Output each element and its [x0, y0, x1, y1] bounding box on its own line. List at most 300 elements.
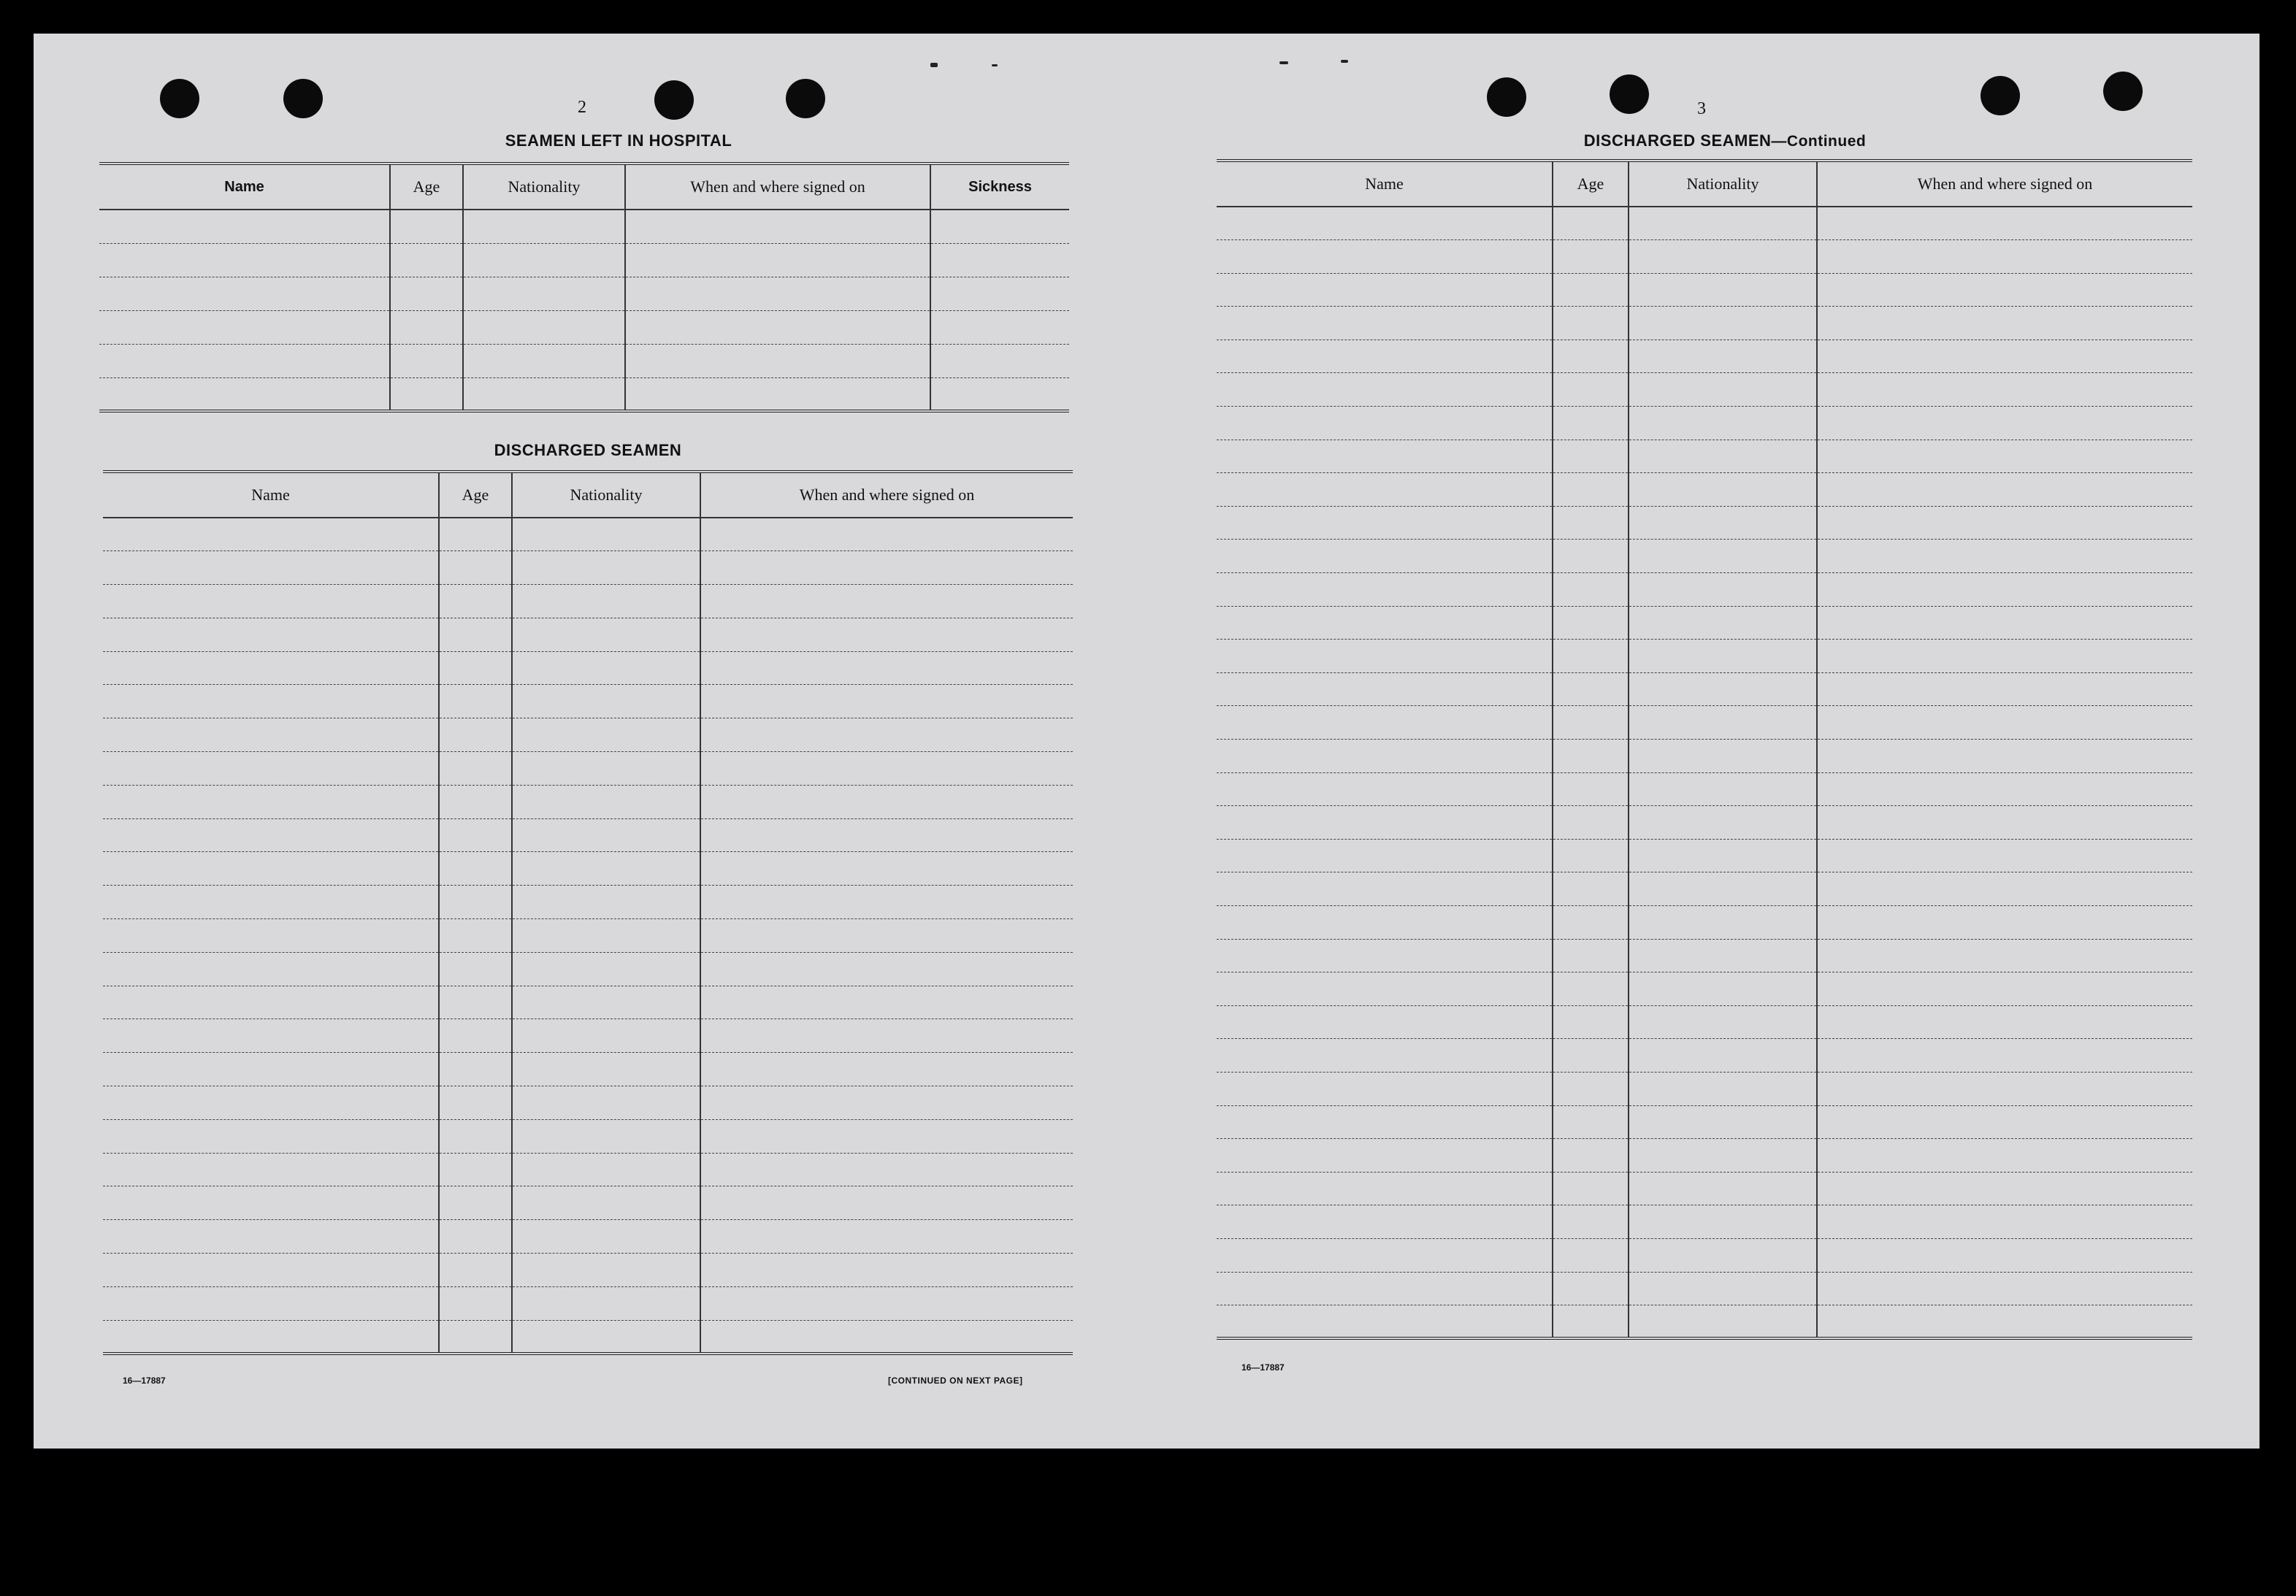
blank-cell [1817, 706, 2192, 740]
hospital-section-title: SEAMEN LEFT IN HOSPITAL [505, 131, 732, 150]
column-header-nationality: Nationality [512, 472, 700, 518]
blank-cell [1553, 473, 1629, 507]
blank-cell [1629, 905, 1817, 939]
blank-cell [1629, 606, 1817, 640]
column-header-signed-on: When and where signed on [625, 164, 930, 210]
blank-cell [1553, 872, 1629, 906]
blank-cell [1629, 1272, 1817, 1305]
blank-cell [1553, 672, 1629, 706]
blank-cell [1217, 1172, 1553, 1205]
blank-cell [1817, 1039, 2192, 1073]
blank-table-row [1217, 1105, 2192, 1139]
blank-table-row [1217, 273, 2192, 307]
blank-table-row [99, 377, 1069, 411]
blank-cell [930, 377, 1069, 411]
blank-cell [700, 785, 1073, 818]
blank-cell [1217, 540, 1553, 573]
ink-speck [992, 64, 998, 66]
blank-cell [103, 986, 439, 1019]
blank-cell [1629, 1139, 1817, 1173]
ink-speck [1341, 60, 1348, 63]
punch-hole [1610, 74, 1649, 114]
blank-table-row [99, 243, 1069, 277]
discharged-continued-title-text: DISCHARGED SEAMEN [1583, 131, 1772, 150]
blank-cell [1217, 1205, 1553, 1239]
blank-cell [1629, 473, 1817, 507]
blank-cell [463, 277, 625, 310]
blank-table-row [1217, 207, 2192, 240]
blank-cell [512, 1254, 700, 1287]
blank-cell [512, 1153, 700, 1186]
form-code-left: 16—17887 [123, 1376, 166, 1386]
blank-table-row [1217, 1305, 2192, 1339]
blank-cell [1817, 1305, 2192, 1339]
page-number-right: 3 [1697, 99, 1706, 118]
blank-cell [439, 1019, 512, 1053]
blank-cell [463, 243, 625, 277]
blank-cell [1217, 373, 1553, 407]
blank-cell [1217, 640, 1553, 673]
column-header-name: Name [1217, 161, 1553, 207]
blank-cell [1217, 806, 1553, 840]
blank-cell [1217, 905, 1553, 939]
blank-cell [1817, 839, 2192, 872]
blank-table-row [99, 310, 1069, 344]
blank-cell [700, 752, 1073, 786]
blank-cell [512, 1053, 700, 1086]
blank-cell [1817, 740, 2192, 773]
blank-cell [390, 243, 463, 277]
blank-cell [1217, 506, 1553, 540]
blank-table-row [103, 886, 1073, 919]
blank-cell [1629, 440, 1817, 473]
blank-cell [103, 585, 439, 618]
blank-cell [1553, 1005, 1629, 1039]
continued-suffix: —Continued [1771, 133, 1867, 150]
blank-cell [439, 1119, 512, 1153]
blank-cell [439, 1220, 512, 1254]
blank-cell [439, 718, 512, 752]
blank-cell [1553, 939, 1629, 972]
blank-cell [103, 886, 439, 919]
blank-cell [512, 685, 700, 718]
blank-cell [1553, 640, 1629, 673]
blank-cell [1217, 872, 1553, 906]
blank-cell [1629, 1005, 1817, 1039]
blank-table-row [1217, 473, 2192, 507]
blank-cell [1217, 706, 1553, 740]
blank-cell [439, 752, 512, 786]
blank-cell [1217, 740, 1553, 773]
blank-table-row [103, 1186, 1073, 1220]
blank-table-row [1217, 1272, 2192, 1305]
blank-cell [512, 986, 700, 1019]
blank-cell [439, 1053, 512, 1086]
blank-table-row [1217, 1205, 2192, 1239]
blank-table-row [1217, 1238, 2192, 1272]
blank-cell [930, 210, 1069, 243]
blank-table-row [1217, 740, 2192, 773]
blank-cell [99, 243, 390, 277]
punch-hole [1487, 77, 1526, 117]
blank-cell [103, 685, 439, 718]
blank-cell [1553, 1272, 1629, 1305]
blank-cell [1629, 740, 1817, 773]
blank-cell [103, 618, 439, 651]
blank-table-row [103, 1286, 1073, 1320]
blank-cell [103, 1220, 439, 1254]
blank-cell [439, 651, 512, 685]
blank-table-row [1217, 540, 2192, 573]
blank-cell [1817, 373, 2192, 407]
blank-cell [1817, 240, 2192, 274]
blank-cell [1553, 1139, 1629, 1173]
column-header-age: Age [439, 472, 512, 518]
blank-cell [1629, 1039, 1817, 1073]
blank-cell [1553, 273, 1629, 307]
blank-cell [390, 210, 463, 243]
blank-cell [1553, 1105, 1629, 1139]
blank-cell [512, 1220, 700, 1254]
blank-cell [1217, 1305, 1553, 1339]
blank-cell [1629, 706, 1817, 740]
blank-cell [512, 1086, 700, 1120]
blank-table-row [103, 685, 1073, 718]
blank-table-row [99, 344, 1069, 377]
blank-cell [700, 1053, 1073, 1086]
blank-cell [1217, 440, 1553, 473]
blank-table-row [1217, 373, 2192, 407]
blank-cell [512, 818, 700, 852]
blank-table-row [1217, 972, 2192, 1006]
blank-table-row [1217, 806, 2192, 840]
blank-cell [1217, 407, 1553, 440]
blank-cell [1217, 1139, 1553, 1173]
blank-cell [512, 518, 700, 551]
blank-table-row [103, 718, 1073, 752]
blank-cell [700, 1186, 1073, 1220]
blank-cell [1217, 672, 1553, 706]
blank-cell [1217, 772, 1553, 806]
blank-cell [439, 785, 512, 818]
blank-cell [439, 919, 512, 953]
blank-cell [1629, 772, 1817, 806]
blank-table-row [103, 585, 1073, 618]
punch-hole [2103, 72, 2143, 111]
blank-cell [700, 585, 1073, 618]
blank-cell [103, 551, 439, 585]
column-header-nationality: Nationality [463, 164, 625, 210]
blank-cell [1553, 1238, 1629, 1272]
blank-cell [1217, 207, 1553, 240]
blank-table-row [103, 1254, 1073, 1287]
blank-cell [390, 310, 463, 344]
blank-cell [1553, 972, 1629, 1006]
blank-cell [103, 752, 439, 786]
blank-cell [1817, 473, 2192, 507]
blank-cell [1817, 339, 2192, 373]
blank-cell [700, 1153, 1073, 1186]
blank-table-row [1217, 573, 2192, 607]
blank-cell [103, 1086, 439, 1120]
blank-cell [463, 377, 625, 411]
blank-cell [439, 1286, 512, 1320]
blank-cell [1817, 1139, 2192, 1173]
discharged-table [103, 470, 1073, 1355]
blank-cell [1817, 672, 2192, 706]
blank-cell [1553, 606, 1629, 640]
blank-table-row [1217, 1172, 2192, 1205]
blank-cell [1629, 207, 1817, 240]
blank-cell [390, 277, 463, 310]
blank-cell [1217, 972, 1553, 1006]
blank-table-row [103, 651, 1073, 685]
column-header-age: Age [390, 164, 463, 210]
blank-cell [103, 1320, 439, 1354]
blank-cell [1217, 1272, 1553, 1305]
blank-table-row [99, 277, 1069, 310]
blank-cell [1817, 872, 2192, 906]
blank-cell [1217, 1105, 1553, 1139]
blank-cell [103, 785, 439, 818]
blank-cell [1817, 440, 2192, 473]
blank-cell [512, 852, 700, 886]
blank-cell [1817, 640, 2192, 673]
blank-cell [1817, 972, 2192, 1006]
blank-cell [103, 518, 439, 551]
blank-cell [103, 651, 439, 685]
blank-cell [512, 919, 700, 953]
blank-cell [439, 1153, 512, 1186]
blank-cell [1629, 273, 1817, 307]
blank-table-row [1217, 839, 2192, 872]
blank-cell [463, 310, 625, 344]
blank-cell [625, 277, 930, 310]
blank-cell [1553, 905, 1629, 939]
blank-cell [1629, 573, 1817, 607]
blank-table-row [103, 919, 1073, 953]
blank-cell [103, 1153, 439, 1186]
blank-cell [512, 1186, 700, 1220]
blank-cell [930, 243, 1069, 277]
blank-cell [439, 952, 512, 986]
blank-cell [439, 1086, 512, 1120]
blank-cell [1553, 540, 1629, 573]
punch-hole [1981, 76, 2020, 115]
blank-table-row [103, 752, 1073, 786]
punch-hole [786, 79, 825, 118]
blank-cell [1817, 1238, 2192, 1272]
punch-hole [654, 80, 694, 120]
blank-cell [103, 1053, 439, 1086]
blank-cell [700, 685, 1073, 718]
blank-table-row [103, 618, 1073, 651]
blank-cell [1629, 672, 1817, 706]
blank-table-row [1217, 606, 2192, 640]
blank-table-row [1217, 1039, 2192, 1073]
blank-table-row [1217, 672, 2192, 706]
blank-cell [1629, 972, 1817, 1006]
blank-cell [1817, 1005, 2192, 1039]
blank-cell [1629, 1172, 1817, 1205]
blank-cell [512, 551, 700, 585]
form-code-right: 16—17887 [1241, 1362, 1285, 1373]
blank-cell [99, 310, 390, 344]
blank-cell [1817, 806, 2192, 840]
blank-cell [512, 1286, 700, 1320]
blank-cell [1553, 706, 1629, 740]
blank-cell [1553, 1305, 1629, 1339]
blank-cell [103, 1254, 439, 1287]
column-header-signed-on: When and where signed on [700, 472, 1073, 518]
blank-cell [439, 1320, 512, 1354]
blank-cell [1217, 1039, 1553, 1073]
column-header-name: Name [103, 472, 439, 518]
column-header-signed-on: When and where signed on [1817, 161, 2192, 207]
blank-cell [1817, 905, 2192, 939]
blank-cell [1817, 207, 2192, 240]
blank-cell [1553, 772, 1629, 806]
blank-cell [512, 1019, 700, 1053]
blank-cell [439, 986, 512, 1019]
blank-cell [103, 1186, 439, 1220]
blank-table-row [103, 1220, 1073, 1254]
blank-cell [1553, 1039, 1629, 1073]
blank-cell [439, 551, 512, 585]
blank-cell [1817, 573, 2192, 607]
blank-cell [463, 344, 625, 377]
discharged-continued-table [1217, 159, 2192, 1340]
blank-table-row [1217, 440, 2192, 473]
blank-cell [1629, 506, 1817, 540]
page-number-left: 2 [578, 98, 586, 117]
blank-table-row [1217, 640, 2192, 673]
blank-cell [1217, 839, 1553, 872]
blank-table-row [103, 818, 1073, 852]
blank-table-row [1217, 240, 2192, 274]
blank-table-row [1217, 706, 2192, 740]
blank-cell [1629, 307, 1817, 340]
blank-cell [512, 651, 700, 685]
blank-cell [625, 377, 930, 411]
blank-table-row [1217, 1005, 2192, 1039]
blank-cell [1817, 307, 2192, 340]
blank-cell [103, 718, 439, 752]
blank-cell [1629, 872, 1817, 906]
blank-cell [439, 852, 512, 886]
blank-cell [512, 585, 700, 618]
blank-cell [1817, 506, 2192, 540]
blank-cell [99, 377, 390, 411]
blank-cell [700, 1220, 1073, 1254]
table-header-row [1217, 161, 2192, 207]
blank-cell [1553, 839, 1629, 872]
blank-cell [1553, 307, 1629, 340]
blank-cell [625, 344, 930, 377]
ink-speck [1279, 61, 1288, 64]
hospital-rows [99, 210, 1069, 411]
blank-cell [1629, 1238, 1817, 1272]
blank-cell [1553, 339, 1629, 373]
blank-cell [1629, 1072, 1817, 1105]
blank-cell [1217, 1238, 1553, 1272]
punch-hole [283, 79, 323, 118]
blank-cell [1217, 307, 1553, 340]
blank-table-row [103, 986, 1073, 1019]
blank-cell [512, 886, 700, 919]
blank-cell [1629, 939, 1817, 972]
blank-cell [439, 886, 512, 919]
blank-cell [1817, 1105, 2192, 1139]
blank-cell [1817, 1205, 2192, 1239]
blank-cell [1817, 1072, 2192, 1105]
blank-cell [512, 752, 700, 786]
blank-cell [700, 1086, 1073, 1120]
blank-cell [512, 718, 700, 752]
blank-cell [1217, 240, 1553, 274]
blank-cell [103, 1119, 439, 1153]
blank-cell [930, 310, 1069, 344]
blank-table-row [1217, 872, 2192, 906]
blank-cell [1629, 540, 1817, 573]
blank-table-row [103, 785, 1073, 818]
blank-table-row [1217, 939, 2192, 972]
blank-cell [1553, 240, 1629, 274]
blank-table-row [103, 952, 1073, 986]
punch-hole [160, 79, 199, 118]
blank-cell [1817, 606, 2192, 640]
blank-cell [439, 585, 512, 618]
continued-note: [CONTINUED ON NEXT PAGE] [888, 1376, 1023, 1386]
blank-cell [439, 518, 512, 551]
blank-cell [1553, 1072, 1629, 1105]
blank-cell [1817, 939, 2192, 972]
blank-cell [1629, 839, 1817, 872]
column-header-sickness: Sickness [930, 164, 1069, 210]
blank-cell [930, 277, 1069, 310]
blank-cell [1217, 473, 1553, 507]
blank-table-row [1217, 339, 2192, 373]
blank-cell [625, 210, 930, 243]
blank-table-row [1217, 772, 2192, 806]
table-header-row [99, 164, 1069, 210]
blank-cell [700, 919, 1073, 953]
blank-cell [1553, 740, 1629, 773]
blank-cell [1553, 573, 1629, 607]
blank-cell [1217, 273, 1553, 307]
blank-cell [512, 785, 700, 818]
blank-cell [390, 344, 463, 377]
blank-cell [1629, 407, 1817, 440]
blank-table-row [1217, 506, 2192, 540]
blank-table-row [103, 1153, 1073, 1186]
blank-cell [700, 1119, 1073, 1153]
blank-cell [625, 310, 930, 344]
blank-cell [700, 1254, 1073, 1287]
blank-cell [700, 952, 1073, 986]
blank-cell [1817, 1272, 2192, 1305]
blank-cell [103, 818, 439, 852]
blank-table-row [1217, 1139, 2192, 1173]
blank-cell [1817, 540, 2192, 573]
blank-cell [99, 210, 390, 243]
blank-cell [1217, 339, 1553, 373]
blank-cell [1217, 573, 1553, 607]
blank-cell [1629, 1105, 1817, 1139]
discharged-continued-title [1221, 131, 2229, 150]
blank-cell [512, 1119, 700, 1153]
blank-cell [1217, 606, 1553, 640]
